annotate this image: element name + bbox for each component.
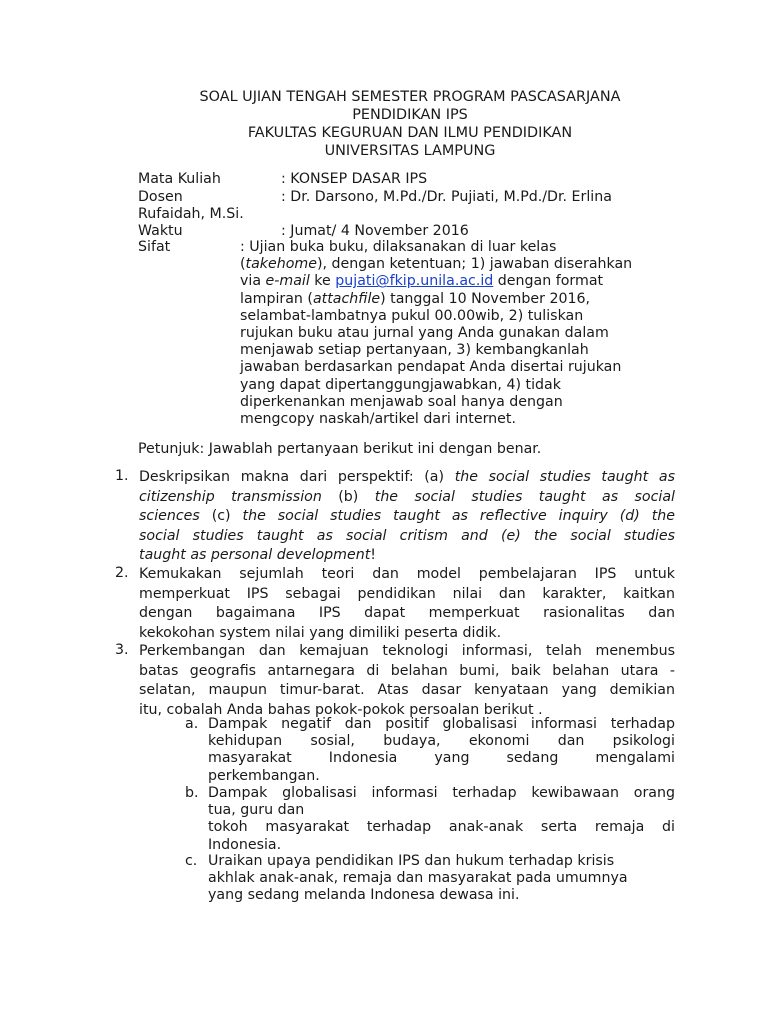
sifat-line bbox=[240, 256, 680, 273]
sub-item-b bbox=[185, 785, 675, 854]
italic-term: taught as personal development bbox=[139, 547, 371, 564]
sub-item-c bbox=[185, 853, 675, 905]
text-span: dengan format bbox=[493, 273, 604, 290]
question-1 bbox=[115, 468, 675, 566]
waktu-value: : Jumat/ 4 November 2016 bbox=[281, 223, 469, 239]
sub-item-line: masyarakat Indonesia yang sedang mengalami bbox=[208, 750, 675, 767]
question-line bbox=[139, 546, 675, 566]
document-title bbox=[138, 88, 682, 160]
sifat-line: mengcopy naskah/artikel dari internet. bbox=[240, 410, 516, 427]
sub-item-line: Dampak globalisasi informasi terhadap kewibawaan orang bbox=[208, 785, 675, 801]
question-line bbox=[139, 488, 675, 508]
sub-item-line: Indonesia. bbox=[208, 836, 282, 853]
info-waktu bbox=[138, 223, 469, 240]
title-line-1: SOAL UJIAN TENGAH SEMESTER PROGRAM PASCASARJANA bbox=[199, 89, 621, 105]
mata-kuliah-value: : KONSEP DASAR IPS bbox=[281, 171, 428, 187]
question-line: Perkembangan dan kemajuan teknologi informasi, telah menembus bbox=[139, 643, 675, 659]
italic-term: the social studies taught as bbox=[454, 469, 675, 485]
dosen-value: : Dr. Darsono, M.Pd./Dr. Pujiati, M.Pd./Dr. Erlina bbox=[281, 189, 612, 205]
question-text bbox=[139, 642, 675, 720]
question-3 bbox=[115, 642, 675, 720]
dosen-value-cont: Rufaidah, M.Si. bbox=[138, 206, 244, 222]
sifat-line: rujukan buku atau jurnal yang Anda gunakan dalam bbox=[240, 324, 609, 341]
title-line-4: UNIVERSITAS LAMPUNG bbox=[324, 143, 496, 159]
text-span: via bbox=[240, 273, 266, 290]
question-number: 3. bbox=[115, 642, 129, 658]
sifat-line: yang dapat dipertanggungjawabkan, 4) tidak bbox=[240, 376, 561, 393]
title-line-2: PENDIDIKAN IPS bbox=[352, 107, 468, 123]
question-number: 1. bbox=[115, 468, 129, 484]
sub-item-line: yang sedang melanda Indonesa dewasa ini. bbox=[208, 887, 520, 904]
question-line bbox=[139, 507, 675, 527]
sub-item-line: tokoh masyarakat terhadap anak-anak serta remaja di bbox=[208, 819, 675, 836]
info-dosen bbox=[138, 189, 612, 206]
text-span: ke bbox=[309, 273, 336, 290]
sub-item-text bbox=[208, 853, 675, 905]
sifat-label: Sifat bbox=[138, 239, 171, 255]
question-2 bbox=[115, 565, 675, 643]
sub-item-line: Uraikan upaya pendidikan IPS dan hukum terhadap krisis bbox=[208, 853, 615, 869]
sifat-line: jawaban berdasarkan pendapat Anda disertai rujukan bbox=[240, 359, 622, 376]
sub-item-line: Dampak negatif dan positif globalisasi informasi terhadap bbox=[208, 716, 675, 732]
title-line-3: FAKULTAS KEGURUAN DAN ILMU PENDIDIKAN bbox=[247, 125, 573, 141]
sifat-line: menjawab setiap pertanyaan, 3) kembangkanlah bbox=[240, 342, 589, 359]
text-span: ) tanggal 10 November 2016, bbox=[380, 290, 591, 307]
question-line bbox=[139, 468, 675, 488]
waktu-label: Waktu bbox=[138, 223, 183, 239]
sifat-description bbox=[240, 239, 680, 428]
question-text bbox=[139, 468, 675, 566]
question-line: itu, cobalah Anda bahas pokok-pokok persoalan berikut . bbox=[139, 701, 543, 718]
text-span: (b) bbox=[321, 488, 375, 505]
sub-item-text bbox=[208, 785, 675, 854]
italic-term: citizenship transmission bbox=[139, 488, 322, 505]
question-line: kekokohan system nilai yang dimiliki peserta didik. bbox=[139, 624, 502, 641]
question-line bbox=[139, 527, 675, 547]
sub-item-line: kehidupan sosial, budaya, ekonomi dan psikologi bbox=[208, 733, 675, 750]
italic-term: the social studies taught as social bbox=[374, 488, 675, 505]
question-number: 2. bbox=[115, 565, 129, 581]
question-line: dengan bagaimana IPS dapat memperkuat rasionalitas dan bbox=[139, 605, 675, 622]
email-link[interactable]: pujati@fkip.unila.ac.id bbox=[335, 273, 494, 290]
text-span: ! bbox=[370, 547, 376, 564]
mata-kuliah-label: Mata Kuliah bbox=[138, 171, 221, 187]
sifat-line: : Ujian buka buku, dilaksanakan di luar kelas bbox=[240, 239, 557, 255]
question-line: Kemukakan sejumlah teori dan model pembelajaran IPS untuk bbox=[139, 566, 675, 582]
italic-term: social studies taught as social critism and (e) the social studies bbox=[139, 527, 675, 544]
info-mata-kuliah bbox=[138, 171, 428, 188]
question-text bbox=[139, 565, 675, 643]
text-span: (c) bbox=[199, 508, 243, 525]
sifat-line: diperkenankan menjawab soal hanya dengan bbox=[240, 393, 563, 410]
instruction-text: Petunjuk: Jawablah pertanyaan berikut ini dengan benar. bbox=[138, 441, 542, 457]
question-line: selatan, maupun timur-barat. Atas dasar kenyataan yang demikian bbox=[139, 682, 675, 699]
text-span: lampiran ( bbox=[240, 290, 313, 307]
italic-term: takehome bbox=[245, 256, 317, 273]
sub-item-label: c. bbox=[185, 853, 198, 869]
info-dosen-cont bbox=[138, 206, 244, 223]
sub-item-label: b. bbox=[185, 785, 199, 801]
text-span: ), dengan ketentuan; 1) jawaban diserahkan bbox=[316, 256, 633, 273]
sifat-line bbox=[240, 273, 680, 290]
italic-term: the social studies taught as reflective inquiry (d) the bbox=[242, 508, 675, 525]
sub-item-label: a. bbox=[185, 716, 199, 732]
italic-term: e-mail bbox=[265, 273, 310, 290]
sifat-line: selambat-lambatnya pukul 00.00wib, 2) tuliskan bbox=[240, 307, 584, 324]
italic-term: sciences bbox=[139, 508, 200, 525]
sifat-line bbox=[240, 291, 680, 308]
question-line: batas geografis antarnegara di belahan bumi, baik belahan utara - bbox=[139, 662, 675, 679]
question-line: memperkuat IPS sebagai pendidikan nilai dan karakter, kaitkan bbox=[139, 585, 675, 602]
text-span: ( bbox=[240, 256, 246, 273]
sub-item-line: perkembangan. bbox=[208, 767, 320, 784]
sub-item-text bbox=[208, 716, 675, 785]
sub-item-a bbox=[185, 716, 675, 785]
sub-item-line: akhlak anak-anak, remaja dan masyarakat pada umumnya bbox=[208, 870, 628, 887]
italic-term: attachfile bbox=[312, 290, 381, 307]
text-span: Deskripsikan makna dari perspektif: (a) bbox=[139, 469, 455, 485]
dosen-label: Dosen bbox=[138, 189, 183, 205]
sub-item-line: tua, guru dan bbox=[208, 802, 305, 819]
